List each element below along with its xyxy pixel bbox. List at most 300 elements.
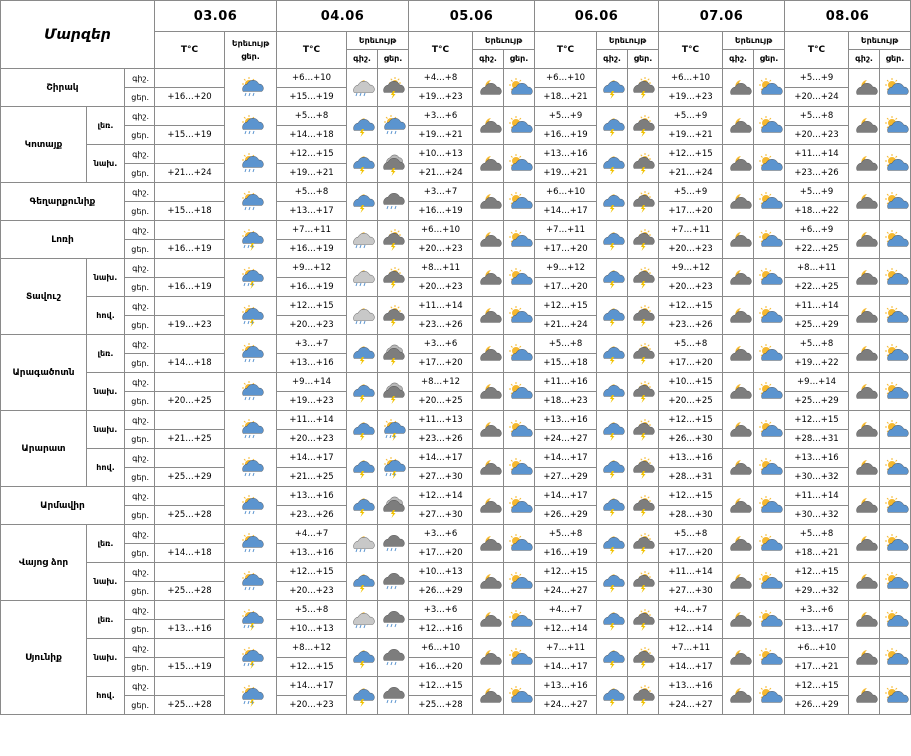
day-icon-cell xyxy=(378,335,409,373)
sunny-weather-icon xyxy=(884,382,906,402)
temperature-cell: +25…+29 xyxy=(155,468,225,487)
temperature-cell: +20…+24 xyxy=(785,88,849,107)
day-icon-cell xyxy=(504,373,535,411)
temperature-cell: +13…+16 xyxy=(277,544,347,563)
subregion-label: նախ. xyxy=(87,563,125,601)
night-icon-cell xyxy=(473,639,504,677)
region-name: Սյունիք xyxy=(1,601,87,715)
day-icon-cell xyxy=(504,335,535,373)
sunny-weather-icon xyxy=(758,154,780,174)
temperature-cell: +6…+9 xyxy=(785,221,849,240)
night-icon-cell xyxy=(597,145,628,183)
weather-col-label: Երեւույթ xyxy=(597,32,658,50)
shower-weather-icon xyxy=(240,154,262,174)
weather-icon-cell xyxy=(225,107,277,145)
temperature-cell: +11…+14 xyxy=(785,487,849,506)
temperature-cell: +16…+19 xyxy=(535,126,597,145)
temperature-cell: +11…+16 xyxy=(535,373,597,392)
temperature-cell: +20…+23 xyxy=(659,240,723,259)
night-icon-cell xyxy=(597,373,628,411)
temperature-cell xyxy=(155,259,225,278)
storm-weather-icon xyxy=(632,686,654,706)
temperature-cell: +15…+19 xyxy=(155,658,225,677)
day-icon-cell xyxy=(754,487,785,525)
day-icon-cell xyxy=(378,373,409,411)
temperature-cell: +16…+19 xyxy=(535,544,597,563)
temperature-cell: +14…+17 xyxy=(535,487,597,506)
weather-icon-cell xyxy=(225,677,277,715)
temperature-cell: +5…+9 xyxy=(535,107,597,126)
day-icon-cell xyxy=(754,411,785,449)
sunny-weather-icon xyxy=(508,458,530,478)
table-row xyxy=(1,563,911,582)
ngt-weather-icon xyxy=(727,420,749,440)
temperature-cell: +19…+21 xyxy=(659,126,723,145)
temperature-cell: +12…+15 xyxy=(277,297,347,316)
ngtstorm-weather-icon xyxy=(601,382,623,402)
night-icon-cell xyxy=(849,639,880,677)
temperature-cell: +9…+12 xyxy=(535,259,597,278)
ngt-weather-icon xyxy=(853,344,875,364)
temperature-cell: +14…+17 xyxy=(659,658,723,677)
sunny-weather-icon xyxy=(508,344,530,364)
ngt-weather-icon xyxy=(727,382,749,402)
temperature-cell: +21…+24 xyxy=(659,164,723,183)
night-day-labels xyxy=(597,50,658,68)
temperature-cell: +6…+10 xyxy=(785,639,849,658)
temperature-cell: +5…+9 xyxy=(659,183,723,202)
temperature-cell: +25…+28 xyxy=(155,582,225,601)
sunny-weather-icon xyxy=(884,610,906,630)
temperature-cell: +9…+12 xyxy=(277,259,347,278)
day-icon-cell xyxy=(378,221,409,259)
sunny-weather-icon xyxy=(508,116,530,136)
temperature-cell: +12…+14 xyxy=(659,620,723,639)
weather-icon-cell xyxy=(225,563,277,601)
time-of-day: ցեր. xyxy=(125,88,155,107)
subregion-label: լեռ. xyxy=(87,107,125,145)
temperature-cell: +14…+18 xyxy=(155,354,225,373)
night-day-labels xyxy=(723,50,784,68)
ngt-weather-icon xyxy=(853,192,875,212)
time-of-day: ցեր. xyxy=(125,354,155,373)
temperature-cell: +5…+8 xyxy=(659,335,723,354)
night-icon-cell xyxy=(597,639,628,677)
temperature-cell: +24…+27 xyxy=(659,696,723,715)
night-icon-cell xyxy=(347,259,378,297)
night-icon-cell xyxy=(597,335,628,373)
temperature-cell xyxy=(155,525,225,544)
weather-icon-cell xyxy=(225,601,277,639)
day-icon-cell xyxy=(628,639,659,677)
temperature-cell: +20…+25 xyxy=(659,392,723,411)
sunny-weather-icon xyxy=(758,344,780,364)
subregion-label: հով. xyxy=(87,449,125,487)
sunny-weather-icon xyxy=(508,192,530,212)
day-icon-cell xyxy=(504,145,535,183)
ngt-weather-icon xyxy=(727,458,749,478)
temperature-cell: +16…+19 xyxy=(409,202,473,221)
sunny-weather-icon xyxy=(758,496,780,516)
ngt-weather-icon xyxy=(477,230,499,250)
night-icon-cell xyxy=(849,449,880,487)
temperature-cell: +7…+11 xyxy=(659,221,723,240)
day-icon-cell xyxy=(754,525,785,563)
shower-weather-icon xyxy=(240,116,262,136)
ngtstorm-weather-icon xyxy=(601,458,623,478)
shower-weather-icon xyxy=(240,420,262,440)
date-header: 04.06 xyxy=(277,1,409,32)
night-icon-cell xyxy=(597,525,628,563)
day-icon-cell xyxy=(754,145,785,183)
ngt-weather-icon xyxy=(477,420,499,440)
weather-col-header xyxy=(723,32,785,69)
night-icon-cell xyxy=(849,677,880,715)
sunny-weather-icon xyxy=(884,192,906,212)
ngtstorm-weather-icon xyxy=(601,78,623,98)
weather-col-header xyxy=(225,32,277,69)
temperature-cell: +13…+16 xyxy=(659,449,723,468)
region-name: Տավուշ xyxy=(1,259,87,335)
time-of-day: գիշ. xyxy=(125,563,155,582)
day-icon-cell xyxy=(880,487,911,525)
night-icon-cell xyxy=(347,677,378,715)
ngtstorm-weather-icon xyxy=(601,154,623,174)
sunny-weather-icon xyxy=(884,686,906,706)
day-icon-cell xyxy=(754,563,785,601)
day-icon-cell xyxy=(628,677,659,715)
temperature-cell: +4…+7 xyxy=(659,601,723,620)
night-icon-cell xyxy=(723,411,754,449)
storm-weather-icon xyxy=(632,78,654,98)
night-icon-cell xyxy=(723,525,754,563)
temperature-cell: +5…+8 xyxy=(535,335,597,354)
time-of-day: գիշ. xyxy=(125,677,155,696)
night-icon-cell xyxy=(473,373,504,411)
day-icon-cell xyxy=(628,449,659,487)
table-row xyxy=(1,411,911,430)
tstorm-weather-icon xyxy=(382,420,404,440)
temperature-cell: +15…+19 xyxy=(155,126,225,145)
day-icon-cell xyxy=(754,259,785,297)
shower-weather-icon xyxy=(240,458,262,478)
temperature-cell: +16…+19 xyxy=(155,240,225,259)
weather-col-header xyxy=(347,32,409,69)
time-of-day: ցեր. xyxy=(125,582,155,601)
ngtstorm-weather-icon xyxy=(601,306,623,326)
temperature-cell: +20…+23 xyxy=(277,316,347,335)
temperature-cell: +5…+8 xyxy=(277,601,347,620)
sunny-weather-icon xyxy=(884,306,906,326)
temperature-cell: +26…+29 xyxy=(785,696,849,715)
temperature-cell xyxy=(155,563,225,582)
night-icon-cell xyxy=(347,297,378,335)
subregion-label: նախ. xyxy=(87,145,125,183)
ngtstorm-weather-icon xyxy=(351,572,373,592)
temperature-cell: +25…+28 xyxy=(155,506,225,525)
sunny-weather-icon xyxy=(758,306,780,326)
day-icon-cell xyxy=(504,639,535,677)
temperature-cell: +5…+8 xyxy=(785,525,849,544)
day-icon-cell xyxy=(378,677,409,715)
temperature-cell: +3…+6 xyxy=(409,525,473,544)
temperature-cell: +26…+30 xyxy=(659,430,723,449)
ngtstorm-weather-icon xyxy=(601,648,623,668)
ngt-weather-icon xyxy=(853,116,875,136)
day-icon-cell xyxy=(504,677,535,715)
night-icon-cell xyxy=(473,487,504,525)
ngt-weather-icon xyxy=(477,306,499,326)
rain-weather-icon xyxy=(382,572,404,592)
temperature-cell: +11…+14 xyxy=(785,145,849,164)
night-icon-cell xyxy=(849,297,880,335)
region-name: Շիրակ xyxy=(1,69,125,107)
day-icon-cell xyxy=(880,639,911,677)
time-of-day: ցեր. xyxy=(125,240,155,259)
temperature-cell: +14…+18 xyxy=(155,544,225,563)
temperature-cell: +25…+29 xyxy=(785,316,849,335)
night-icon-cell xyxy=(347,145,378,183)
subregion-label: լեռ. xyxy=(87,335,125,373)
storm-weather-icon xyxy=(632,306,654,326)
temperature-cell: +5…+8 xyxy=(535,525,597,544)
temperature-cell xyxy=(155,69,225,88)
shower-weather-icon xyxy=(240,496,262,516)
tstorm-weather-icon xyxy=(240,648,262,668)
ngtstorm-weather-icon xyxy=(351,154,373,174)
ovc-weather-icon xyxy=(382,154,404,174)
temperature-cell xyxy=(155,297,225,316)
ngt-weather-icon xyxy=(853,382,875,402)
day-icon-cell xyxy=(628,335,659,373)
time-of-day: ցեր. xyxy=(125,278,155,297)
temperature-cell: +14…+17 xyxy=(535,658,597,677)
day-icon-cell xyxy=(504,107,535,145)
temperature-cell: +20…+25 xyxy=(409,392,473,411)
storm-weather-icon xyxy=(632,192,654,212)
sunny-weather-icon xyxy=(884,116,906,136)
night-icon-cell xyxy=(849,107,880,145)
sunny-weather-icon xyxy=(758,116,780,136)
night-icon-cell xyxy=(347,563,378,601)
tstorm-weather-icon xyxy=(240,268,262,288)
day-icon-cell xyxy=(628,183,659,221)
table-row xyxy=(1,601,911,620)
sunny-weather-icon xyxy=(508,230,530,250)
region-name: Լոռի xyxy=(1,221,125,259)
rain-weather-icon xyxy=(382,192,404,212)
storm-weather-icon xyxy=(632,268,654,288)
day-icon-cell xyxy=(378,639,409,677)
temperature-cell: +9…+14 xyxy=(785,373,849,392)
weather-col-label: Երեւույթ xyxy=(723,32,784,50)
temperature-cell: +21…+24 xyxy=(155,164,225,183)
night-icon-cell xyxy=(597,449,628,487)
day-icon-cell xyxy=(880,525,911,563)
weather-col-label: Երեւույթ xyxy=(231,39,270,48)
night-icon-cell xyxy=(849,601,880,639)
night-icon-cell xyxy=(597,259,628,297)
ngtstorm-weather-icon xyxy=(601,192,623,212)
temperature-cell: +8…+12 xyxy=(409,373,473,392)
day-icon-cell xyxy=(754,601,785,639)
temperature-cell: +20…+25 xyxy=(155,392,225,411)
temperature-cell: +6…+10 xyxy=(409,221,473,240)
night-icon-cell xyxy=(849,335,880,373)
temperature-cell: +13…+16 xyxy=(659,677,723,696)
ngtsnow-weather-icon xyxy=(351,610,373,630)
temp-col-header: T°C xyxy=(659,32,723,69)
night-icon-cell xyxy=(347,601,378,639)
subregion-label: նախ. xyxy=(87,259,125,297)
temperature-cell xyxy=(155,487,225,506)
temperature-cell: +30…+32 xyxy=(785,468,849,487)
temperature-cell: +11…+14 xyxy=(659,563,723,582)
temp-col-header: T°C xyxy=(409,32,473,69)
time-of-day: գիշ. xyxy=(125,183,155,202)
weather-icon-cell xyxy=(225,183,277,221)
temperature-cell: +21…+25 xyxy=(277,468,347,487)
temperature-cell: +23…+26 xyxy=(409,316,473,335)
ngt-weather-icon xyxy=(727,496,749,516)
temperature-cell: +12…+15 xyxy=(659,145,723,164)
time-of-day: գիշ. xyxy=(125,411,155,430)
day-icon-cell xyxy=(378,601,409,639)
day-icon-cell xyxy=(504,221,535,259)
sunny-weather-icon xyxy=(884,458,906,478)
temperature-cell xyxy=(155,335,225,354)
day-icon-cell xyxy=(504,525,535,563)
temperature-cell: +25…+28 xyxy=(409,696,473,715)
temperature-cell: +14…+17 xyxy=(535,449,597,468)
ngtstorm-weather-icon xyxy=(601,686,623,706)
temperature-cell xyxy=(155,411,225,430)
day-icon-cell xyxy=(628,563,659,601)
night-icon-cell xyxy=(597,221,628,259)
shower-weather-icon xyxy=(240,572,262,592)
day-icon-cell xyxy=(628,69,659,107)
time-of-day: գիշ. xyxy=(125,639,155,658)
ngt-weather-icon xyxy=(853,496,875,516)
temperature-cell: +10…+13 xyxy=(277,620,347,639)
table-row xyxy=(1,297,911,316)
temperature-cell: +13…+16 xyxy=(277,487,347,506)
date-header: 05.06 xyxy=(409,1,535,32)
temperature-cell: +10…+13 xyxy=(409,145,473,164)
ngt-weather-icon xyxy=(853,686,875,706)
weather-col-header xyxy=(473,32,535,69)
subregion-label: նախ. xyxy=(87,639,125,677)
temperature-cell: +6…+10 xyxy=(277,69,347,88)
night-icon-cell xyxy=(723,69,754,107)
sunny-weather-icon xyxy=(758,230,780,250)
ngt-weather-icon xyxy=(477,154,499,174)
day-icon-cell xyxy=(378,525,409,563)
region-name: Արարատ xyxy=(1,411,87,487)
tstorm-weather-icon xyxy=(240,686,262,706)
night-icon-cell xyxy=(473,335,504,373)
time-of-day: գիշ. xyxy=(125,335,155,354)
day-icon-cell xyxy=(378,297,409,335)
ngt-weather-icon xyxy=(477,116,499,136)
day-icon-cell xyxy=(880,259,911,297)
shower-weather-icon xyxy=(240,78,262,98)
ngt-weather-icon xyxy=(853,572,875,592)
night-icon-cell xyxy=(473,601,504,639)
rain-weather-icon xyxy=(382,534,404,554)
ngt-weather-icon xyxy=(727,78,749,98)
night-icon-cell xyxy=(473,183,504,221)
temperature-cell xyxy=(155,373,225,392)
temperature-cell: +13…+17 xyxy=(785,620,849,639)
ngtstorm-weather-icon xyxy=(601,572,623,592)
night-icon-cell xyxy=(849,145,880,183)
night-day-labels xyxy=(849,50,910,68)
night-icon-cell xyxy=(723,145,754,183)
temperature-cell: +26…+29 xyxy=(535,506,597,525)
day-icon-cell xyxy=(628,107,659,145)
weather-icon-cell xyxy=(225,297,277,335)
night-icon-cell xyxy=(849,525,880,563)
time-of-day: ցեր. xyxy=(125,544,155,563)
temperature-cell: +25…+29 xyxy=(785,392,849,411)
temperature-cell: +25…+28 xyxy=(155,696,225,715)
ngt-weather-icon xyxy=(477,268,499,288)
temperature-cell: +6…+10 xyxy=(535,183,597,202)
night-icon-cell xyxy=(473,297,504,335)
storm-weather-icon xyxy=(632,572,654,592)
rain-weather-icon xyxy=(382,648,404,668)
storm-weather-icon xyxy=(382,230,404,250)
temperature-cell: +13…+16 xyxy=(535,145,597,164)
shower-weather-icon xyxy=(382,116,404,136)
night-icon-cell xyxy=(347,525,378,563)
region-name: Արմավիր xyxy=(1,487,125,525)
sunny-weather-icon xyxy=(884,420,906,440)
table-row xyxy=(1,145,911,164)
table-row xyxy=(1,259,911,278)
ngt-weather-icon xyxy=(727,116,749,136)
temperature-cell: +18…+22 xyxy=(785,202,849,221)
sunny-weather-icon xyxy=(758,534,780,554)
ngtstorm-weather-icon xyxy=(351,648,373,668)
ngt-weather-icon xyxy=(477,610,499,630)
day-icon-cell xyxy=(754,183,785,221)
day-icon-cell xyxy=(628,221,659,259)
night-icon-cell xyxy=(849,259,880,297)
temperature-cell xyxy=(155,601,225,620)
night-day-labels xyxy=(473,50,534,68)
temperature-cell: +17…+20 xyxy=(409,544,473,563)
day-icon-cell xyxy=(628,297,659,335)
temperature-cell: +14…+17 xyxy=(277,677,347,696)
temp-col-header: T°C xyxy=(277,32,347,69)
day-icon-cell xyxy=(754,107,785,145)
temperature-cell: +4…+7 xyxy=(535,601,597,620)
sunny-weather-icon xyxy=(884,268,906,288)
temperature-cell: +27…+30 xyxy=(409,506,473,525)
ngtstorm-weather-icon xyxy=(601,496,623,516)
day-icon-cell xyxy=(628,601,659,639)
temperature-cell: +12…+15 xyxy=(785,677,849,696)
ngt-weather-icon xyxy=(853,154,875,174)
temperature-cell: +16…+19 xyxy=(277,278,347,297)
day-col-label: ցեր. xyxy=(759,54,779,63)
temp-col-header: T°C xyxy=(535,32,597,69)
ngt-weather-icon xyxy=(727,648,749,668)
temperature-cell: +3…+7 xyxy=(409,183,473,202)
temperature-cell: +3…+6 xyxy=(409,335,473,354)
